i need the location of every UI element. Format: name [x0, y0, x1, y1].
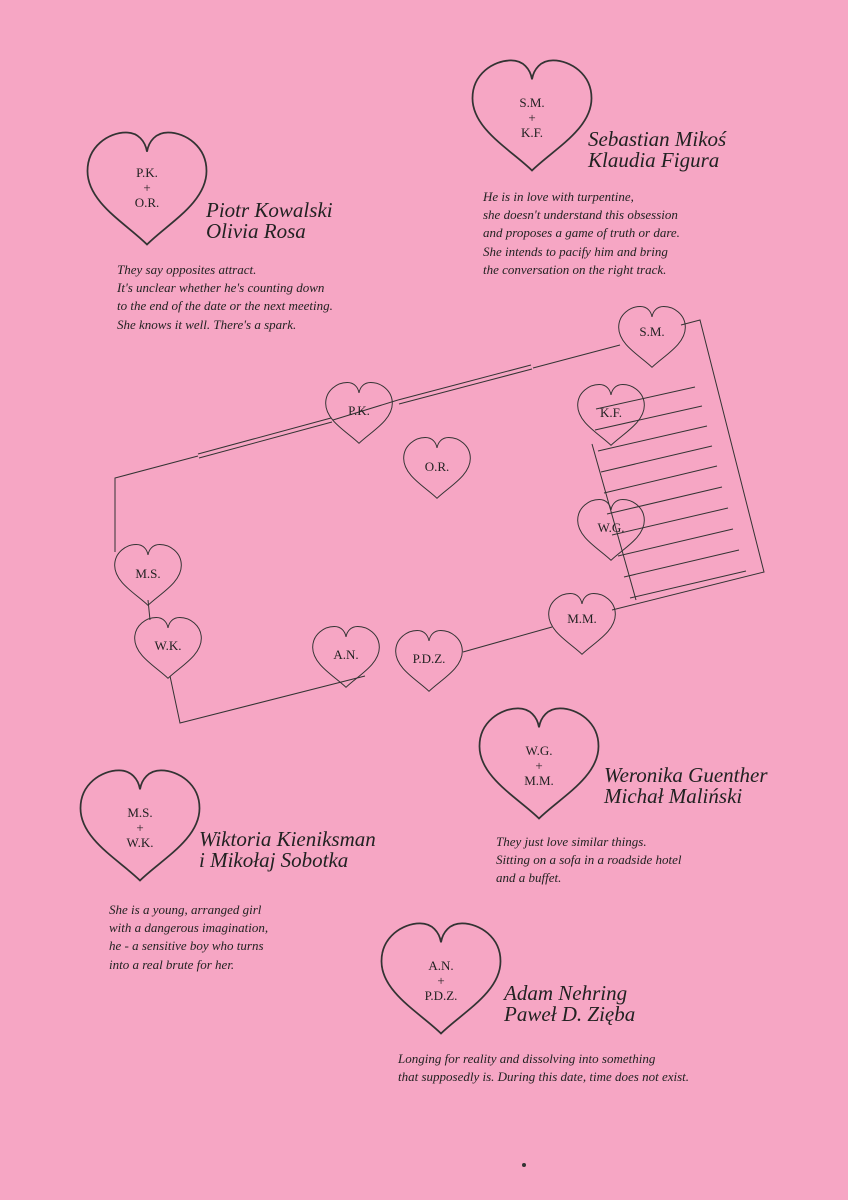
- marker-label-an: A.N.: [333, 647, 359, 662]
- couple-names-sm-kf: Sebastian Mikoś Klaudia Figura: [588, 127, 727, 172]
- couple-description-an-pdz: Longing for reality and dissolving into something that supposedly is. During this date, time does not exist.: [398, 1051, 690, 1085]
- marker-label-ms: M.S.: [135, 566, 161, 581]
- marker-label-wg: W.G.: [597, 520, 625, 535]
- marker-label-pk: P.K.: [348, 403, 370, 418]
- couple-initials-sm-kf: S.M. + K.F.: [519, 95, 545, 140]
- marker-label-or: O.R.: [424, 459, 450, 474]
- marker-label-wk: W.K.: [154, 638, 182, 653]
- couple-initials-pk-or: P.K. + O.R.: [134, 165, 160, 210]
- paper-speck: [522, 1163, 526, 1167]
- couple-description-pk-or: They say opposites attract. It's unclear whether he's counting down to the end of the date or the next meeting. She knows it well. There's a spark.: [117, 262, 333, 332]
- couple-names-an-pdz: Adam Nehring Paweł D. Zięba: [504, 981, 636, 1026]
- couple-description-wg-mm: They just love similar things. Sitting on a sofa in a roadside hotel and a buffet.: [496, 834, 682, 886]
- couple-initials-wg-mm: W.G. + M.M.: [524, 743, 554, 788]
- couple-initials-ms-wk: M.S. + W.K.: [126, 805, 154, 850]
- window-left: [198, 418, 332, 458]
- window-right: [398, 365, 532, 404]
- marker-label-mm: M.M.: [567, 611, 597, 626]
- marker-label-sm: S.M.: [639, 324, 665, 339]
- couple-names-pk-or: Piotr Kowalski Olivia Rosa: [206, 198, 333, 243]
- couple-description-sm-kf: He is in love with turpentine, she doesn't understand this obsession and proposes a game of truth or dare. She intends to pacify him and bring the conversation on the right track.: [483, 189, 680, 277]
- marker-label-pdz: P.D.Z.: [412, 651, 446, 666]
- marker-label-kf: K.F.: [599, 405, 623, 420]
- couple-names-ms-wk: Wiktoria Kieniksman i Mikołaj Sobotka: [199, 827, 376, 872]
- couple-description-ms-wk: She is a young, arranged girl with a dangerous imagination, he - a sensitive boy who turns into a real brute for her.: [109, 902, 269, 972]
- couple-names-wg-mm: Weronika Guenther Michał Maliński: [604, 763, 768, 808]
- couple-initials-an-pdz: A.N. + P.D.Z.: [424, 958, 458, 1003]
